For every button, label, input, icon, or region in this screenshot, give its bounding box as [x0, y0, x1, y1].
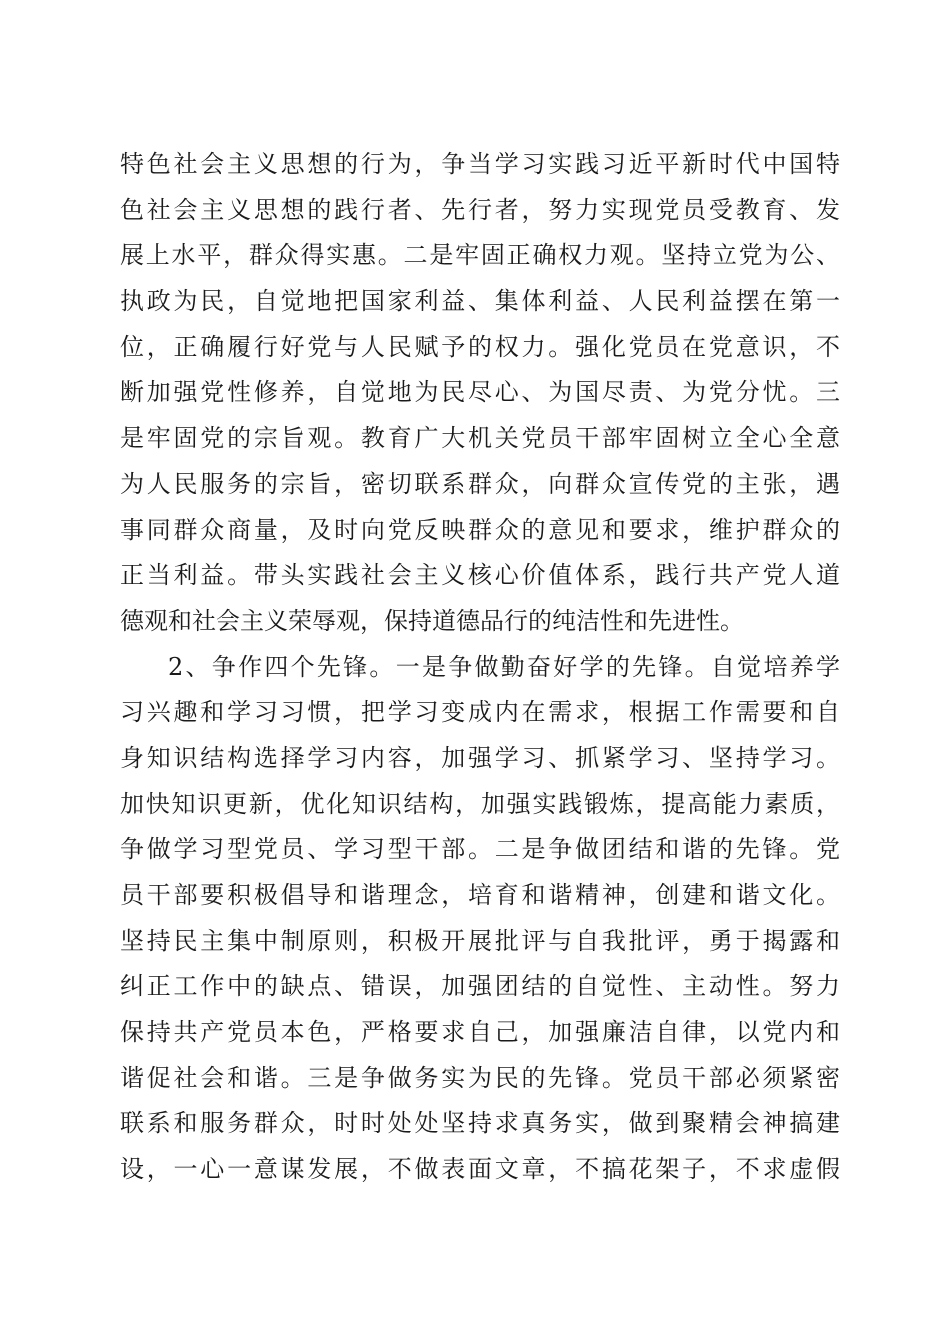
text-line: 2、争作四个先锋。一是争做勤奋好学的先锋。自觉培养学: [168, 652, 840, 681]
text-line: 为人民服务的宗旨，密切联系群众，向群众宣传党的主张，遇: [120, 469, 840, 498]
text-line: 展上水平，群众得实惠。二是牢固正确权力观。坚持立党为公、: [120, 241, 840, 270]
text-line: 特色社会主义思想的行为，争当学习实践习近平新时代中国特: [120, 150, 840, 178]
text-line: 坚持民主集中制原则，积极开展批评与自我批评，勇于揭露和: [120, 926, 840, 955]
text-line: 习兴趣和学习习惯，把学习变成内在需求，根据工作需要和自: [120, 698, 840, 727]
text-line: 员干部要积极倡导和谐理念，培育和谐精神，创建和谐文化。: [120, 881, 840, 909]
text-line: 加快知识更新，优化知识结构，加强实践锻炼，提高能力素质，: [120, 789, 840, 818]
text-line: 身知识结构选择学习内容，加强学习、抓紧学习、坚持学习。: [120, 743, 840, 772]
text-line: 是牢固党的宗旨观。教育广大机关党员干部牢固树立全心全意: [120, 424, 840, 453]
text-line: 德观和社会主义荣辱观，保持道德品行的纯洁性和先进性。: [120, 606, 744, 635]
text-line: 事同群众商量，及时向党反映群众的意见和要求，维护群众的: [120, 515, 840, 544]
text-line: 正当利益。带头实践社会主义核心价值体系，践行共产党人道: [120, 561, 840, 590]
text-line: 位，正确履行好党与人民赋予的权力。强化党员在党意识，不: [120, 332, 840, 361]
body-text: [120, 142, 840, 1193]
text-line: 谐促社会和谐。三是争做务实为民的先锋。党员干部必须紧密: [120, 1063, 840, 1092]
text-line: 纠正工作中的缺点、错误，加强团结的自觉性、主动性。努力: [120, 972, 840, 1001]
text-line: 争做学习型党员、学习型干部。二是争做团结和谐的先锋。党: [120, 835, 840, 864]
text-line: 执政为民，自觉地把国家利益、集体利益、人民利益摆在第一: [120, 287, 840, 316]
text-line: 色社会主义思想的践行者、先行者，努力实现党员受教育、发: [120, 195, 840, 224]
text-line: 联系和服务群众，时时处处坚持求真务实，做到聚精会神搞建: [120, 1109, 840, 1138]
text-line: 保持共产党员本色，严格要求自己，加强廉洁自律，以党内和: [120, 1018, 840, 1047]
text-line: 设，一心一意谋发展，不做表面文章，不搞花架子，不求虚假: [120, 1155, 840, 1184]
text-line: 断加强党性修养，自觉地为民尽心、为国尽责、为党分忧。三: [120, 378, 840, 407]
